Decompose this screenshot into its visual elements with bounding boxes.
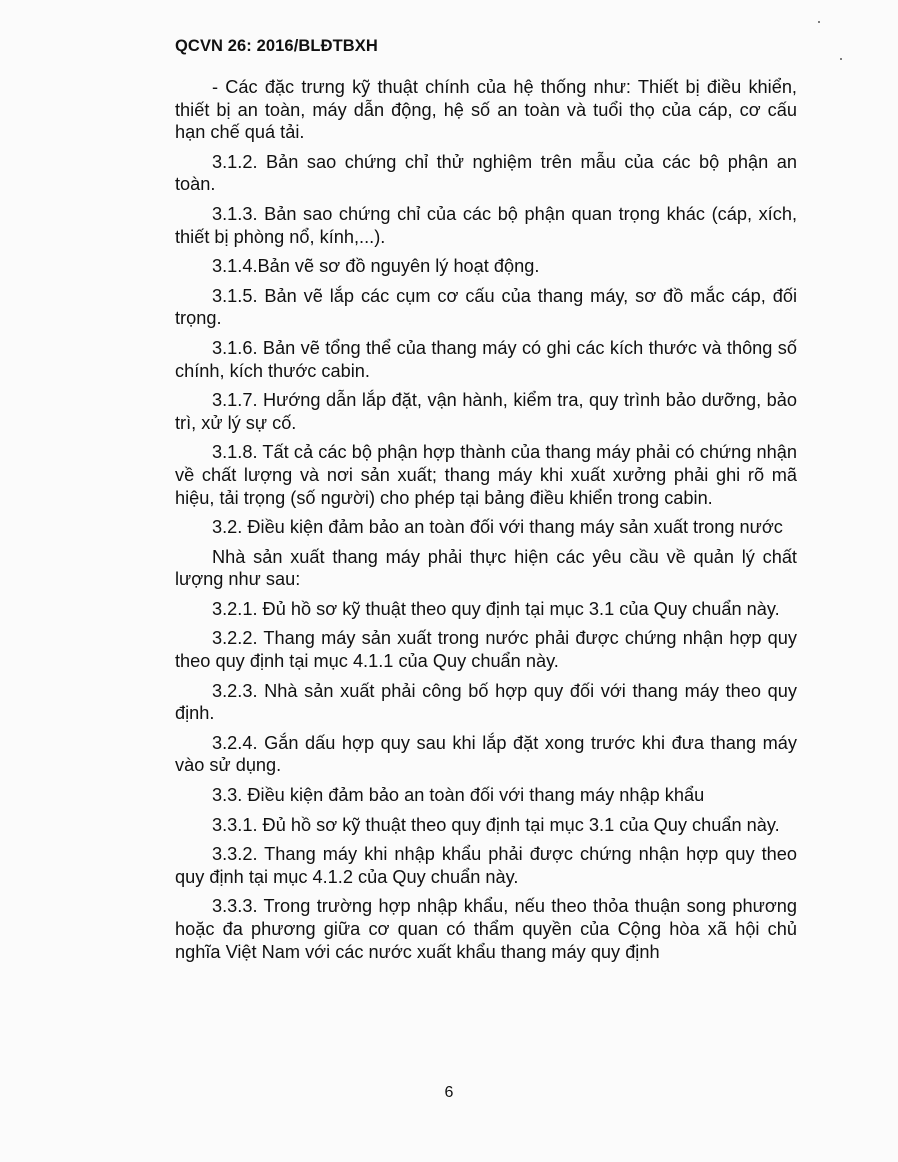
paragraph-technical-characteristics: - Các đặc trưng kỹ thuật chính của hệ thống như: Thiết bị điều khiển, thiết bị an toàn, máy dẫn động, hệ số an toàn và tuổi thọ của cáp, cơ cấu hạn chế quá tải. [175, 77, 797, 143]
document-code-header: QCVN 26: 2016/BLĐTBXH [175, 37, 378, 55]
paragraph-3-2-heading: 3.2. Điều kiện đảm bảo an toàn đối với thang máy sản xuất trong nước [212, 517, 783, 538]
paragraph-3-1-7: 3.1.7. Hướng dẫn lắp đặt, vận hành, kiểm tra, quy trình bảo dưỡng, bảo trì, xử lý sự cố. [175, 390, 797, 433]
paragraph-3-1-6: 3.1.6. Bản vẽ tổng thể của thang máy có ghi các kích thước và thông số chính, kích thước cabin. [175, 337, 797, 381]
paragraph-3-2-3: 3.2.3. Nhà sản xuất phải công bố hợp quy đối với thang máy theo quy định. [175, 680, 797, 724]
document-body [175, 76, 797, 970]
paragraph-3-2-2: 3.2.2. Thang máy sản xuất trong nước phải được chứng nhận hợp quy theo quy định tại mục 4.1.1 của Quy chuẩn này. [175, 628, 797, 672]
paragraph-3-1-5: 3.1.5. Bản vẽ lắp các cụm cơ cấu của thang máy, sơ đồ mắc cáp, đối trọng. [175, 285, 797, 329]
paragraph-3-2-intro: Nhà sản xuất thang máy phải thực hiện các yêu cầu về quản lý chất lượng như sau: [175, 546, 797, 590]
paragraph-3-1-8: 3.1.8. Tất cả các bộ phận hợp thành của thang máy phải có chứng nhận về chất lượng và nơi sản xuất; thang máy khi xuất xưởng phải ghi rõ mã hiệu, tải trọng (số người) cho phép tại bảng điều khiển trong cabin. [175, 442, 797, 508]
paragraph-3-3-2: 3.3.2. Thang máy khi nhập khẩu phải được chứng nhận hợp quy theo quy định tại mục 4.1.2 của Quy chuẩn này. [175, 844, 797, 887]
paragraph-3-2-4: 3.2.4. Gắn dấu hợp quy sau khi lắp đặt xong trước khi đưa thang máy vào sử dụng. [175, 732, 797, 776]
paragraph-3-1-2: 3.1.2. Bản sao chứng chỉ thử nghiệm trên mẫu của các bộ phận an toàn. [175, 151, 797, 195]
paragraph-3-1-3: 3.1.3. Bản sao chứng chỉ của các bộ phận quan trọng khác (cáp, xích, thiết bị phòng nổ, kính,...). [175, 203, 797, 247]
scan-speck [818, 21, 820, 23]
scan-speck [840, 58, 842, 60]
page-number: 6 [444, 1084, 454, 1101]
paragraph-3-2-1: 3.2.1. Đủ hồ sơ kỹ thuật theo quy định tại mục 3.1 của Quy chuẩn này. [212, 598, 780, 619]
paragraph-3-3-3: 3.3.3. Trong trường hợp nhập khẩu, nếu theo thỏa thuận song phương hoặc đa phương giữa cơ quan có thẩm quyền của Cộng hòa xã hội chủ nghĩa Việt Nam với các nước xuất khẩu thang máy quy định [175, 896, 797, 962]
paragraph-3-3-1: 3.3.1. Đủ hồ sơ kỹ thuật theo quy định tại mục 3.1 của Quy chuẩn này. [212, 814, 780, 835]
paragraph-3-3-heading: 3.3. Điều kiện đảm bảo an toàn đối với thang máy nhập khẩu [212, 785, 705, 806]
paragraph-3-1-4: 3.1.4.Bản vẽ sơ đồ nguyên lý hoạt động. [212, 256, 540, 277]
